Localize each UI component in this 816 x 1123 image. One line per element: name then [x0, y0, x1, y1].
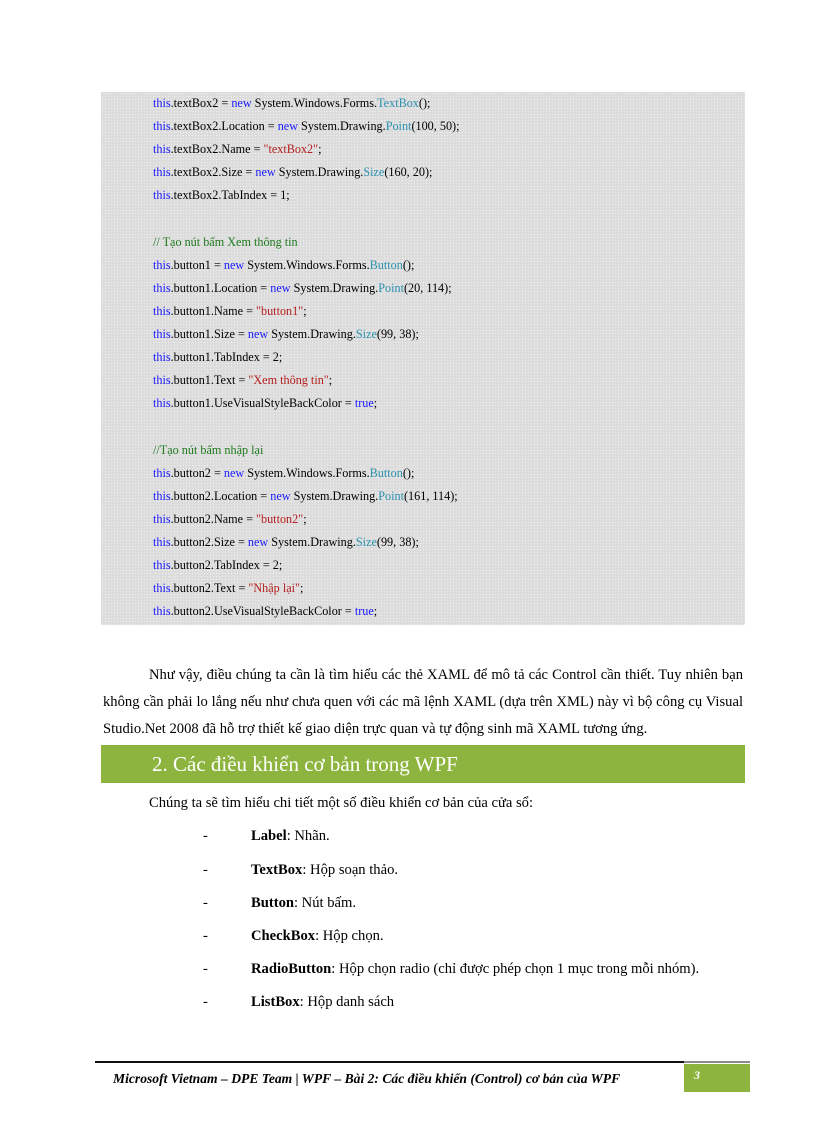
code-token: //Tạo nút bấm nhập lại [153, 442, 264, 457]
code-token: .button1.Text = [170, 373, 249, 388]
list-item [0, 860, 816, 882]
section-heading: 2. Các điều khiển cơ bản trong WPF [152, 752, 458, 776]
code-token: new [223, 257, 245, 272]
code-token: new [270, 488, 291, 503]
code-token: Point [378, 488, 404, 503]
code-token: (100, 50); [411, 119, 460, 134]
code-token: System.Windows.Forms. [244, 257, 370, 272]
code-token: new [231, 96, 252, 110]
list-dash: - [203, 862, 208, 878]
body-paragraph: Như vậy, điều chúng ta cần là tìm hiểu các thẻ XAML để mô tả các Control cần thiết. Tuy nhiên bạn không cần phải lo lắng nếu như chưa quen với các mã lệnh XAML (dựa trên XML) này vì bộ công cụ Visual Studio.Net 2008 đã hỗ trợ thiết kế giao diện trực quan và tự động sinh mã XAML tương ứng. [103, 667, 743, 737]
code-token: "button2" [256, 511, 304, 526]
code-token: ; [303, 303, 307, 318]
code-token: ; [373, 604, 378, 619]
list-item [0, 959, 816, 981]
code-token: System.Drawing. [298, 119, 386, 134]
list-item-desc: : Nút bấm. [293, 895, 357, 911]
page-number: 3 [694, 1068, 700, 1082]
section-heading-bar [101, 745, 745, 783]
code-token: .button2.TabIndex = 2; [170, 558, 283, 572]
list-item-desc: : Hộp danh sách [299, 994, 395, 1010]
code-token: this [153, 119, 171, 134]
code-token: true [354, 604, 374, 619]
list-item [0, 926, 816, 948]
list-item-desc: : Hộp chọn radio (chỉ được phép chọn 1 mục trong mỗi nhóm). [331, 961, 700, 977]
code-token: Point [385, 119, 412, 134]
footer-rule-accent [684, 1061, 750, 1063]
code-line [153, 510, 307, 528]
list-item-desc: : Hộp chọn. [315, 928, 384, 944]
code-line [153, 186, 290, 204]
code-line [153, 94, 430, 112]
list-dash: - [203, 961, 208, 977]
code-token: this [153, 96, 171, 110]
code-token: this [153, 188, 171, 203]
code-token: ; [303, 511, 307, 526]
code-token: Size [355, 534, 377, 549]
code-token: Point [378, 280, 404, 295]
section-intro: Chúng ta sẽ tìm hiểu chi tiết một số điều khiển cơ bản của cửa sổ: [149, 795, 534, 811]
code-token: System.Drawing. [268, 327, 356, 341]
code-line [153, 302, 307, 320]
code-line [153, 441, 263, 459]
code-line [153, 556, 282, 574]
code-token: .button2.Text = [170, 581, 249, 596]
code-token: true [354, 396, 374, 411]
code-token: .textBox2.Name = [170, 142, 264, 157]
list-item-name: RadioButton [251, 961, 332, 977]
list-item [0, 826, 816, 848]
code-token: this [153, 604, 171, 619]
code-token: this [153, 257, 171, 272]
code-token: new [277, 119, 298, 134]
list-dash: - [203, 928, 208, 944]
code-token: new [223, 465, 245, 480]
list-item [0, 992, 816, 1014]
code-token: // Tạo nút bấm Xem thông tin [153, 234, 298, 249]
list-item-name: CheckBox [251, 928, 316, 944]
code-token: Button [369, 257, 403, 272]
code-token: .textBox2.TabIndex = 1; [170, 188, 290, 203]
list-item-desc: : Nhãn. [286, 828, 330, 844]
code-token: .button2 = [170, 465, 224, 480]
code-line [153, 371, 332, 389]
code-token: this [153, 558, 171, 572]
code-token: System.Windows.Forms. [244, 465, 370, 480]
list-item-desc: : Hộp soạn thảo. [302, 862, 399, 878]
code-token: this [153, 303, 171, 318]
code-line [153, 394, 377, 412]
code-line [153, 117, 460, 135]
code-block [101, 92, 745, 625]
code-token: Size [363, 165, 385, 180]
list-item-name: TextBox [251, 862, 303, 878]
code-token: System.Drawing. [290, 280, 379, 295]
code-token: (); [418, 96, 431, 110]
footer-text: Microsoft Vietnam – DPE Team | WPF – Bài 2: Các điều khiển (Control) cơ bản của WPF [113, 1071, 621, 1086]
code-token: .button2.Location = [170, 488, 271, 503]
code-token: new [255, 165, 276, 180]
code-line [153, 233, 298, 251]
code-token: "textBox2" [263, 142, 319, 157]
code-token: (); [402, 257, 415, 272]
code-line [153, 579, 303, 597]
code-token: .button2.Size = [170, 534, 248, 549]
code-token: (161, 114); [403, 488, 458, 503]
footer-rule [95, 1061, 684, 1063]
code-token: .button1.Location = [170, 280, 271, 295]
list-dash: - [203, 895, 208, 911]
code-token: .textBox2.Location = [170, 119, 278, 134]
code-token: Button [369, 465, 403, 480]
code-token: .button1.Size = [170, 327, 248, 341]
code-token: System.Drawing. [290, 488, 379, 503]
code-token: (); [402, 465, 415, 480]
code-token: .textBox2 = [170, 96, 232, 110]
list-item-name: Button [251, 895, 294, 911]
code-line [153, 533, 419, 551]
code-token: ; [318, 142, 322, 157]
code-line [153, 464, 414, 482]
code-token: this [153, 488, 171, 503]
code-token: (160, 20); [384, 165, 433, 180]
code-token: this [153, 280, 171, 295]
code-token: this [153, 511, 171, 526]
code-line [153, 140, 322, 158]
code-line [153, 256, 414, 274]
code-token: this [153, 581, 171, 596]
code-token: (99, 38); [376, 534, 419, 549]
code-token: "button1" [256, 303, 304, 318]
code-token: this [153, 396, 171, 411]
code-token: ; [373, 396, 378, 411]
code-token: this [153, 165, 171, 180]
list-item [0, 893, 816, 915]
code-line [153, 279, 452, 297]
code-token: .button2.Name = [170, 511, 257, 526]
list-item-name: Label [251, 828, 287, 844]
code-line [153, 163, 432, 181]
code-token: new [270, 280, 291, 295]
code-token: System.Windows.Forms. [251, 96, 378, 110]
code-token: System.Drawing. [275, 165, 364, 180]
code-token: this [153, 465, 171, 480]
code-token: (99, 38); [376, 327, 419, 341]
code-token: .button1.UseVisualStyleBackColor = [170, 396, 355, 411]
code-token: System.Drawing. [268, 534, 356, 549]
code-token: .button2.UseVisualStyleBackColor = [170, 604, 355, 619]
code-token: .button1 = [170, 257, 224, 272]
code-line [153, 487, 458, 505]
code-token: .button1.TabIndex = 2; [170, 350, 283, 365]
code-token: .button1.Name = [170, 303, 257, 318]
code-token: (20, 114); [403, 280, 452, 295]
code-token: this [153, 373, 171, 388]
code-line [153, 348, 282, 366]
list-item-name: ListBox [251, 994, 300, 1010]
code-token: new [247, 327, 269, 341]
page-number-box [684, 1064, 750, 1092]
code-token: "Nhập lại" [248, 581, 300, 596]
code-token: "Xem thông tin" [248, 373, 329, 388]
code-token: this [153, 350, 171, 365]
code-token: this [153, 142, 171, 157]
code-token: TextBox [377, 96, 419, 110]
list-dash: - [203, 828, 208, 844]
code-token: ; [299, 581, 304, 596]
code-line [153, 325, 419, 343]
code-token: this [153, 327, 171, 341]
code-token: Size [355, 327, 377, 341]
list-dash: - [203, 994, 208, 1010]
code-token: .textBox2.Size = [170, 165, 256, 180]
code-line [153, 602, 377, 620]
code-token: ; [328, 373, 333, 388]
code-token: this [153, 534, 171, 549]
code-token: new [247, 534, 269, 549]
